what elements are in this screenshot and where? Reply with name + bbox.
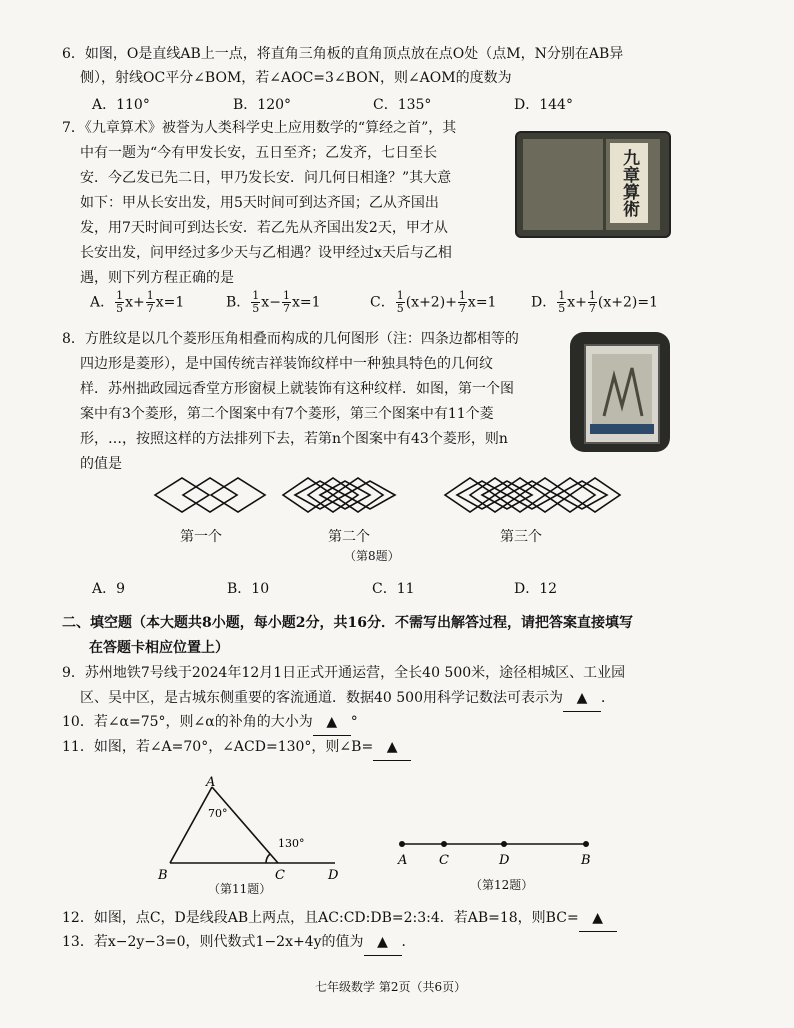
- q7-option-a: A． $\frac{1}{5}$ x+ $\frac{1}{7}$ x=1: [90, 289, 185, 315]
- q11: 11．如图，若∠A=70°，∠ACD=130°，则∠B= ▲: [62, 735, 411, 761]
- q7-option-c: C． $\frac{1}{5}$ (x+2)+ $\frac{1}{7}$ x=1: [370, 289, 497, 315]
- q9-line2: 区、吴中区，是古城东侧重要的客流通道．数据40 500用科学记数法可表示为 ▲ ．: [80, 686, 615, 712]
- q12-label-c: C: [439, 853, 449, 868]
- book-photo: [515, 131, 671, 238]
- q11-caption: （第11题）: [208, 882, 272, 896]
- q7-line6: 长安出发，问甲经过多少天与乙相遇？设甲经过x天后与乙相: [80, 245, 452, 261]
- page-footer: 七年级数学 第2页（共6页）: [315, 980, 467, 994]
- q12: 12．如图，点C，D是线段AB上两点，且AC:CD:DB=2:3:4．若AB=18，则BC= ▲: [62, 906, 617, 932]
- q11-answer-blank: ▲: [373, 735, 411, 761]
- q8-figure-caption: （第8题）: [344, 549, 400, 563]
- q12-answer-blank: ▲: [579, 906, 617, 932]
- window-photo: [570, 332, 670, 452]
- q8-line5: 形，…，按照这样的方法排列下去，若第n个图案中有43个菱形，则n: [80, 431, 508, 447]
- q9-line1: 9．苏州地铁7号线于2024年12月1日正式开通运营，全长40 500米，途径相城区、工业园: [62, 665, 626, 681]
- q8-option-c: C．11: [372, 581, 415, 597]
- pattern-2-figure: [278, 470, 408, 530]
- q6-line2: 侧），射线OC平分∠BOM，若∠AOC=3∠BON，则∠AOM的度数为: [80, 70, 512, 86]
- pattern-1-caption: 第一个: [180, 529, 222, 545]
- pattern-1-figure: [150, 470, 270, 530]
- q6-option-c: C．135°: [373, 97, 432, 113]
- q7-line2: 中有一题为“今有甲发长安，五日至齐；乙发齐，七日至长: [80, 145, 438, 161]
- q6-option-a: A．110°: [92, 97, 150, 113]
- q11-angle-a: 70°: [208, 807, 228, 820]
- q8-line2: 四边形是菱形），是中国传统吉祥装饰纹样中一种独具特色的几何纹: [80, 356, 493, 372]
- q7-option-b: B． $\frac{1}{5}$ x− $\frac{1}{7}$ x=1: [226, 289, 321, 315]
- q8-option-b: B．10: [227, 581, 270, 597]
- q6-line1: 6．如图，O是直线AB上一点，将直角三角板的直角顶点放在点O处（点M，N分别在AB异: [62, 46, 624, 62]
- q8-option-a: A．9: [92, 581, 126, 597]
- q8-line1: 8．方胜纹是以几个菱形压角相叠而构成的几何图形（注：四条边都相等的: [62, 331, 519, 347]
- q10: 10．若∠α=75°，则∠α的补角的大小为 ▲ °: [62, 710, 358, 736]
- q13-answer-blank: ▲: [364, 930, 402, 956]
- q7-line1: 7．《九章算术》被誉为人类科学史上应用数学的“算经之首”，其: [62, 120, 457, 136]
- q12-caption: （第12题）: [470, 878, 534, 892]
- q7-option-d: D． $\frac{1}{5}$ x+ $\frac{1}{7}$ (x+2)=1: [531, 289, 658, 315]
- q7-line4: 如下：甲从长安出发，用5天时间可到达齐国；乙从齐国出: [80, 195, 439, 211]
- section-2-heading-cont: 在答题卡相应位置上）: [89, 640, 229, 656]
- q12-label-d: D: [499, 853, 510, 868]
- q7-line5: 发，用7天时间可到达长安．若乙先从齐国出发2天，甲才从: [80, 220, 448, 236]
- q9-answer-blank: ▲: [563, 686, 601, 712]
- q12-segment-figure: [392, 830, 602, 870]
- q6-option-b: B．120°: [233, 97, 292, 113]
- q10-answer-blank: ▲: [313, 710, 351, 736]
- q11-label-c: C: [275, 868, 285, 883]
- section-2-heading: 二、填空题（本大题共8小题，每小题2分，共16分．不需写出解答过程，请把答案直接填写: [62, 615, 633, 631]
- book-title: 九章算術: [610, 143, 648, 223]
- q8-line6: 的值是: [80, 456, 122, 472]
- q6-option-d: D．144°: [514, 97, 573, 113]
- q11-label-b: B: [158, 868, 168, 883]
- q8-option-d: D．12: [514, 581, 558, 597]
- q7-line3: 安．今乙发已先二日，甲乃发长安．问几何日相逢？”其大意: [80, 170, 452, 186]
- q7-line7: 遇，则下列方程正确的是: [80, 270, 234, 286]
- pattern-3-caption: 第三个: [500, 529, 542, 545]
- q11-label-a: A: [206, 775, 216, 790]
- q13: 13．若x−2y−3=0，则代数式1−2x+4y的值为 ▲ ．: [62, 930, 416, 956]
- q11-triangle-figure: [150, 775, 360, 885]
- q11-angle-c: 130°: [278, 837, 305, 850]
- q11-label-d: D: [328, 868, 339, 883]
- q12-label-b: B: [581, 853, 591, 868]
- q8-line4: 案中有3个菱形，第二个图案中有7个菱形，第三个图案中有11个菱: [80, 406, 494, 422]
- q8-line3: 样．苏州拙政园远香堂方形窗棂上就装饰有这种纹样．如图，第一个图: [80, 381, 514, 397]
- q12-label-a: A: [398, 853, 408, 868]
- pattern-3-figure: [440, 470, 630, 530]
- pattern-2-caption: 第二个: [328, 529, 370, 545]
